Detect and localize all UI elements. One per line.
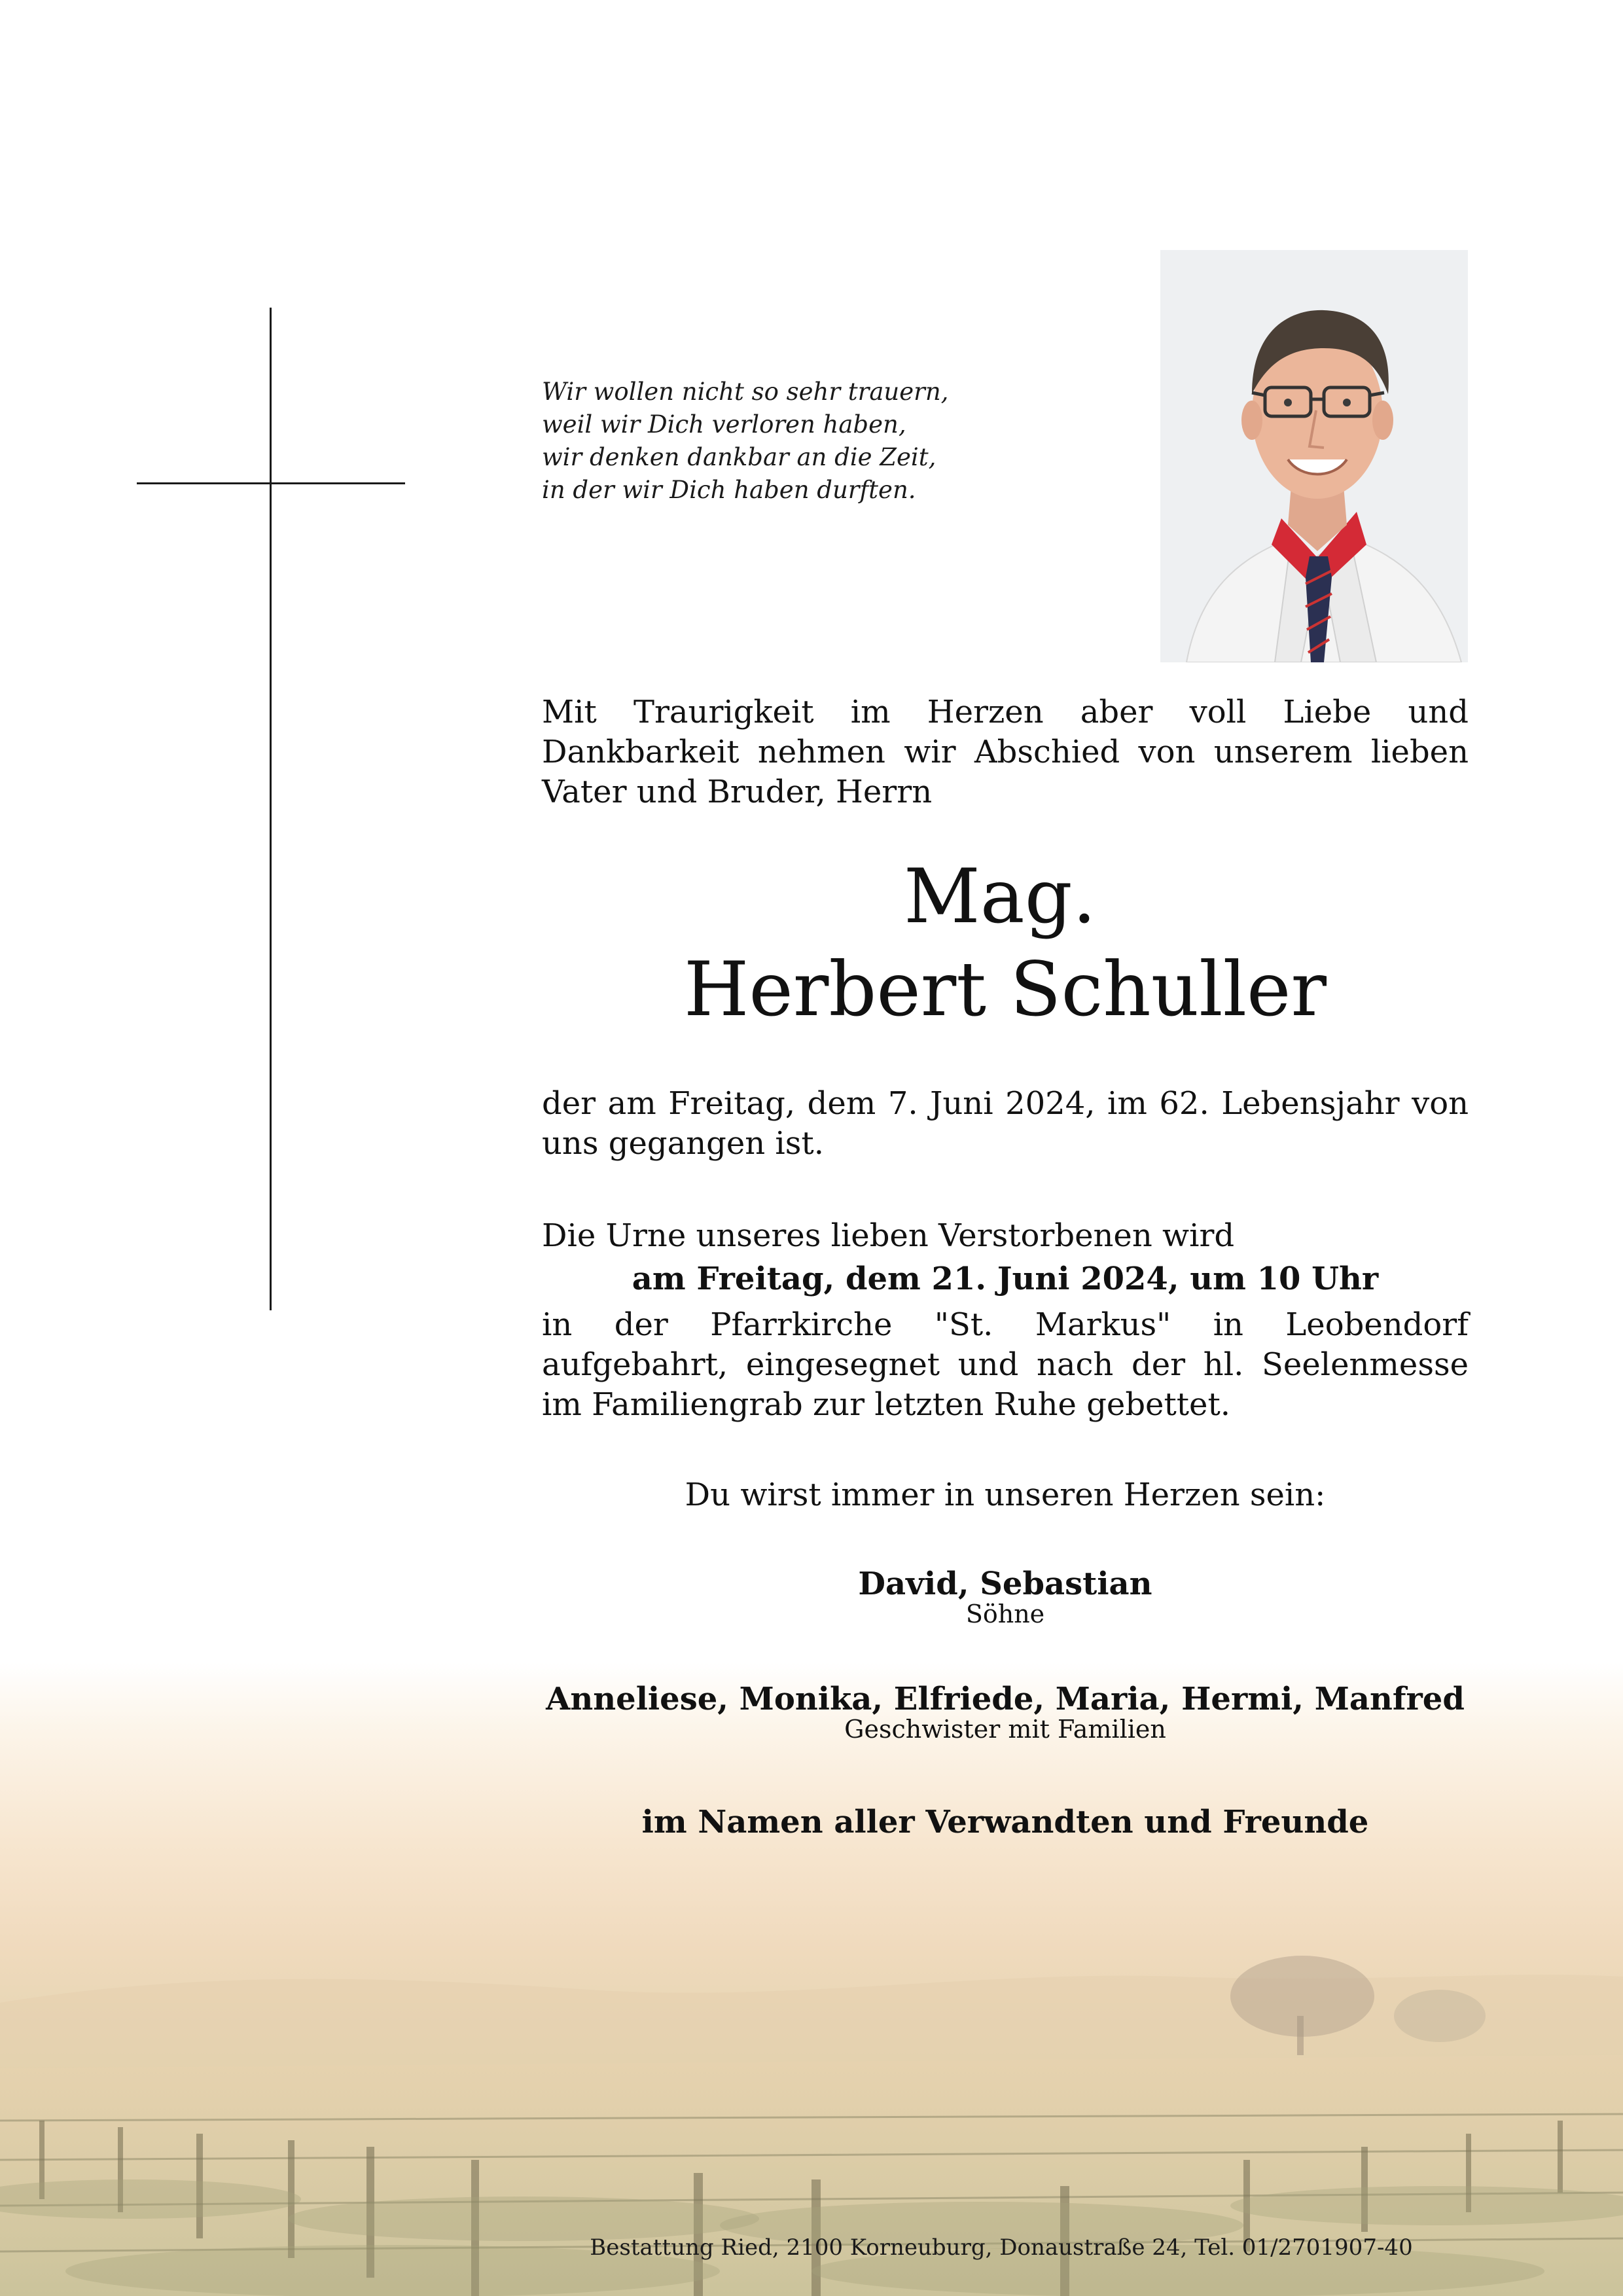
quote-line: wir denken dankbar an die Zeit, xyxy=(542,443,936,471)
quote-line: in der wir Dich haben durften. xyxy=(542,476,916,504)
vineyard-landscape-illustration xyxy=(0,1662,1623,2296)
closing-line: Du wirst immer in unseren Herzen sein: xyxy=(685,1477,1326,1513)
funeral-date: am Freitag, dem 21. Juni 2024, um 10 Uhr xyxy=(632,1261,1379,1297)
mourner-relatives: im Namen aller Verwandten und Freunde xyxy=(641,1804,1369,1840)
quote-line: Wir wollen nicht so sehr trauern, xyxy=(542,378,949,406)
deceased-portrait xyxy=(1160,250,1468,662)
cross-icon-bar xyxy=(137,482,405,484)
portrait-photo xyxy=(1160,250,1468,662)
death-statement: der am Freitag, dem 7. Juni 2024, im 62. Lebensjahr von uns gegangen ist. xyxy=(542,1085,1469,1162)
mourner-sons-names: David, Sebastian xyxy=(858,1566,1152,1602)
funeral-intro: Die Urne unseres lieben Verstorbenen wird xyxy=(542,1217,1235,1254)
mourner-siblings-names: Anneliese, Monika, Elfriede, Maria, Hermi, Manfred xyxy=(546,1681,1465,1717)
quote-line: weil wir Dich verloren haben, xyxy=(542,410,906,439)
deceased-title: Mag. xyxy=(904,853,1096,940)
mourner-sons-relation: Söhne xyxy=(965,1600,1045,1628)
memorial-quote xyxy=(542,376,1065,507)
vineyard-background xyxy=(0,1662,1623,2296)
intro-text: Mit Traurigkeit im Herzen aber voll Liebe und Dankbarkeit nehmen wir Abschied von unserem lieben Vater und Bruder, Herrn xyxy=(542,694,1469,810)
funeral-detail: in der Pfarrkirche "St. Markus" in Leobendorf aufgebahrt, eingesegnet und nach der hl. Seelenmesse im Familiengrab zur letzten Ruhe gebettet. xyxy=(542,1306,1469,1423)
cross-icon xyxy=(270,308,272,1310)
deceased-name: Herbert Schuller xyxy=(683,946,1327,1033)
mourner-siblings-relation: Geschwister mit Familien xyxy=(844,1715,1166,1744)
funeral-home-footer: Bestattung Ried, 2100 Korneuburg, Donaustraße 24, Tel. 01/2701907-40 xyxy=(590,2234,1413,2261)
